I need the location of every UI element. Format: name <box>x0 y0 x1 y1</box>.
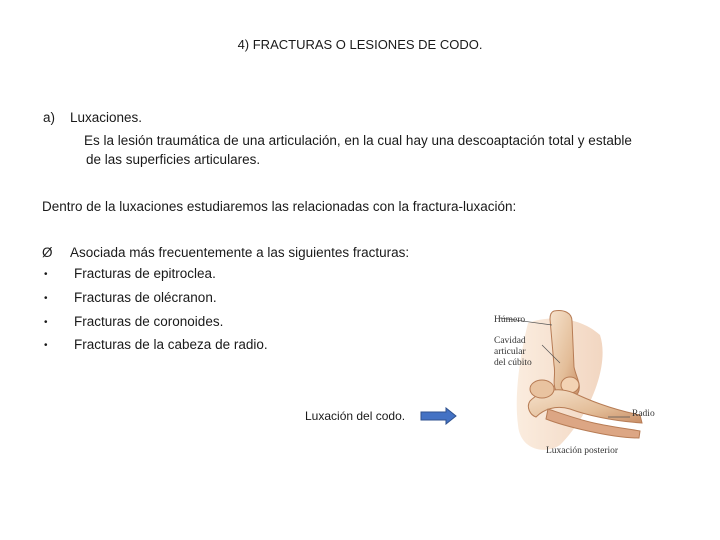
section-marker: a) <box>43 110 56 125</box>
bullet-icon: • <box>44 340 48 351</box>
intro-text: Dentro de la luxaciones estudiaremos las relacionadas con la fractura-luxación: <box>42 199 517 214</box>
right-arrow-icon <box>420 407 458 425</box>
label-humero: Húmero <box>494 315 526 325</box>
elbow-dislocation-illustration <box>490 305 670 460</box>
definition-line-2: de las superficies articulares. <box>86 152 261 167</box>
arrow-bullet-icon: Ø <box>42 245 53 260</box>
list-item: Fracturas de coronoides. <box>74 314 224 329</box>
page-title: 4) FRACTURAS O LESIONES DE CODO. <box>237 37 483 52</box>
definition-line-1: Es la lesión traumática de una articulación, en la cual hay una descoaptación total y estable <box>84 133 632 148</box>
list-item: Fracturas de la cabeza de radio. <box>74 337 268 352</box>
list-item: Fracturas de epitroclea. <box>74 266 216 281</box>
section-heading: Luxaciones. <box>70 110 143 125</box>
arrow-item-text: Asociada más frecuentemente a las siguientes fracturas: <box>70 245 410 260</box>
list-item: Fracturas de olécranon. <box>74 290 217 305</box>
label-radio: Radio <box>632 409 655 419</box>
label-cavidad: articular <box>494 347 526 357</box>
label-cavidad: del cúbito <box>494 358 532 368</box>
label-cavidad: Cavidad <box>494 336 526 346</box>
figure-caption-left: Luxación del codo. <box>305 409 406 423</box>
bullet-icon: • <box>44 269 48 280</box>
label-luxacion-posterior: Luxación posterior <box>546 446 619 456</box>
bullet-icon: • <box>44 317 48 328</box>
bullet-icon: • <box>44 293 48 304</box>
